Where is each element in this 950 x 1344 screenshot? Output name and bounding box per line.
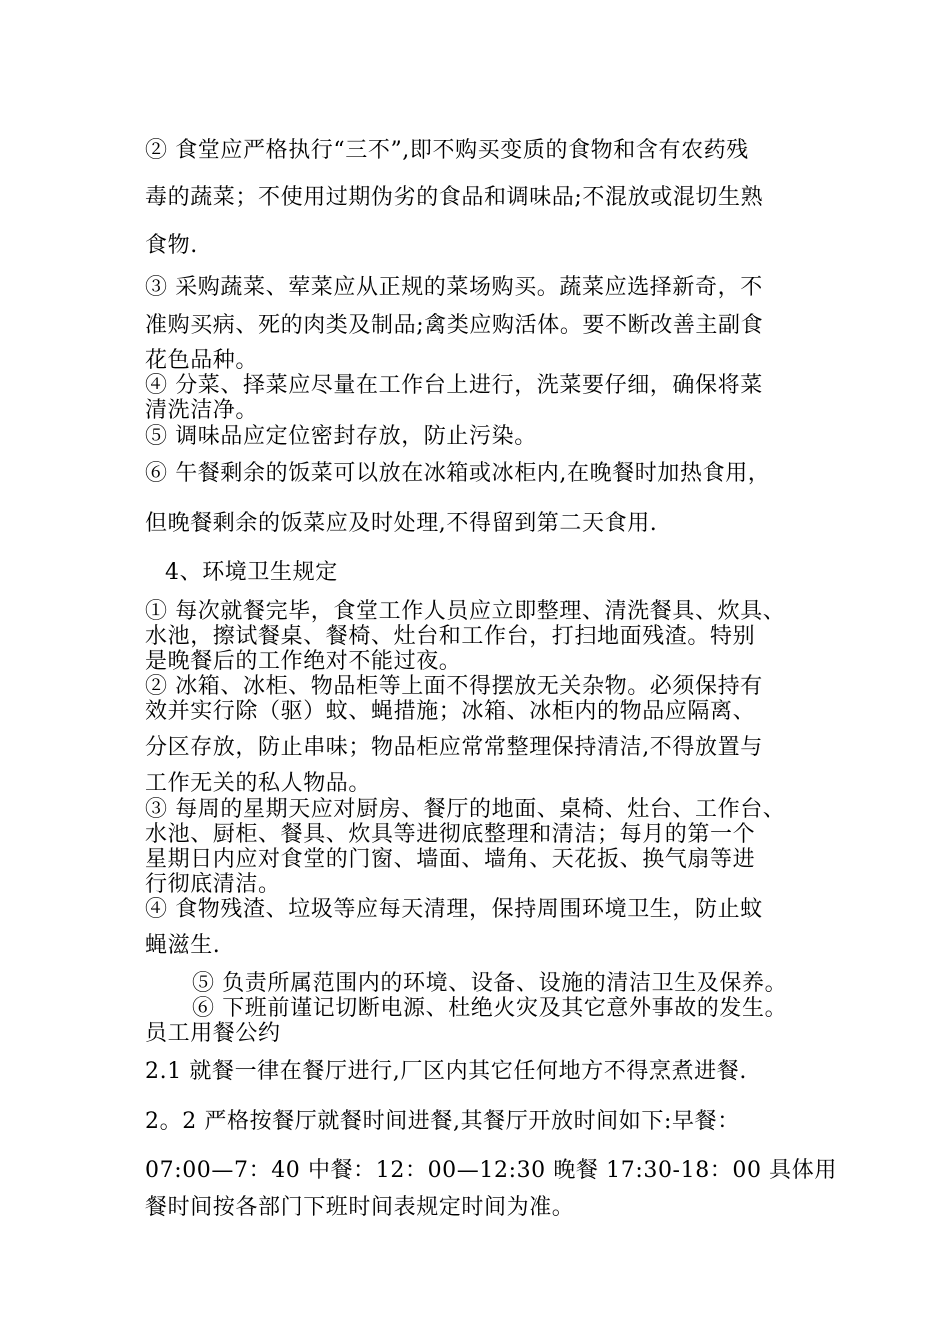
text-line: ⑤ 负责所属范围内的环境、设备、设施的清洁卫生及保养。 bbox=[192, 971, 788, 996]
text-line: 工作无关的私人物品。 bbox=[145, 771, 372, 796]
text-line: 星期日内应对食堂的门窗、墙面、墙角、天花扳、换气扇等进 bbox=[145, 847, 756, 872]
text-line: 毒的蔬菜；不使用过期伪劣的食品和调味品;不混放或混切生熟 bbox=[145, 185, 764, 210]
text-line: 是晚餐后的工作绝对不能过夜。 bbox=[145, 649, 462, 674]
text-line: ⑤ 调味品应定位密封存放，防止污染。 bbox=[145, 424, 537, 449]
text-line: 分区存放，防止串味；物品柜应常常整理保持清洁,不得放置与 bbox=[145, 735, 763, 760]
text-line: 效并实行除（驱）蚊、蝇措施；冰箱、冰柜内的物品应隔离、 bbox=[145, 699, 756, 724]
text-line: 水池、厨柜、餐具、炊具等进彻底整理和清洁；每月的第一个 bbox=[145, 822, 756, 847]
text-line: 蝇滋生. bbox=[145, 933, 221, 958]
text-line: 2。2 严格按餐厅就餐时间进餐,其餐厅开放时间如下:早餐： bbox=[145, 1109, 740, 1134]
section-heading: 员工用餐公约 bbox=[145, 1021, 281, 1046]
text-line: 餐时间按各部门下班时间表规定时间为准。 bbox=[145, 1195, 575, 1220]
text-line: ③ 采购蔬菜、荤菜应从正规的菜场购买。蔬菜应选择新奇，不 bbox=[145, 275, 763, 300]
text-line: ① 每次就餐完毕，食堂工作人员应立即整理、清洗餐具、炊具、 bbox=[145, 599, 786, 624]
text-line: ③ 每周的星期天应对厨房、餐厅的地面、桌椅、灶台、工作台、 bbox=[145, 797, 786, 822]
text-line: 食物. bbox=[145, 233, 198, 258]
text-line: ⑥ 下班前谨记切断电源、杜绝火灾及其它意外事故的发生。 bbox=[192, 996, 788, 1021]
text-line: 但晚餐剩余的饭菜应及时处理,不得留到第二天食用. bbox=[145, 511, 658, 536]
text-line: 2.1 就餐一律在餐厅进行,厂区内其它任何地方不得烹煮进餐. bbox=[145, 1059, 747, 1084]
text-line: ⑥ 午餐剩余的饭菜可以放在冰箱或冰柜内,在晚餐时加热食用， bbox=[145, 461, 771, 486]
text-line: 清洗洁净。 bbox=[145, 398, 259, 423]
section-heading: 4、环境卫生规定 bbox=[165, 560, 338, 585]
text-line: ④ 分菜、择菜应尽量在工作台上进行，洗菜要仔细，确保将菜 bbox=[145, 373, 763, 398]
text-line: 准购买病、死的肉类及制品;禽类应购活体。要不断改善主副食 bbox=[145, 313, 764, 338]
text-line: 水池，擦试餐桌、餐椅、灶台和工作台，打扫地面残渣。特别 bbox=[145, 624, 756, 649]
text-line: ② 冰箱、冰柜、物品柜等上面不得摆放无关杂物。必须保持有 bbox=[145, 674, 763, 699]
text-line: ④ 食物残渣、垃圾等应每天清理，保持周围环境卫生，防止蚊 bbox=[145, 897, 763, 922]
text-line: 行彻底清洁。 bbox=[145, 872, 281, 897]
text-line: 花色品种。 bbox=[145, 348, 259, 373]
text-line: ② 食堂应严格执行“三不”,即不购买变质的食物和含有农药残 bbox=[145, 138, 749, 163]
text-line: 07:00—7：40 中餐：12：00—12:30 晚餐 17:30-18：00 具体用 bbox=[145, 1158, 837, 1183]
